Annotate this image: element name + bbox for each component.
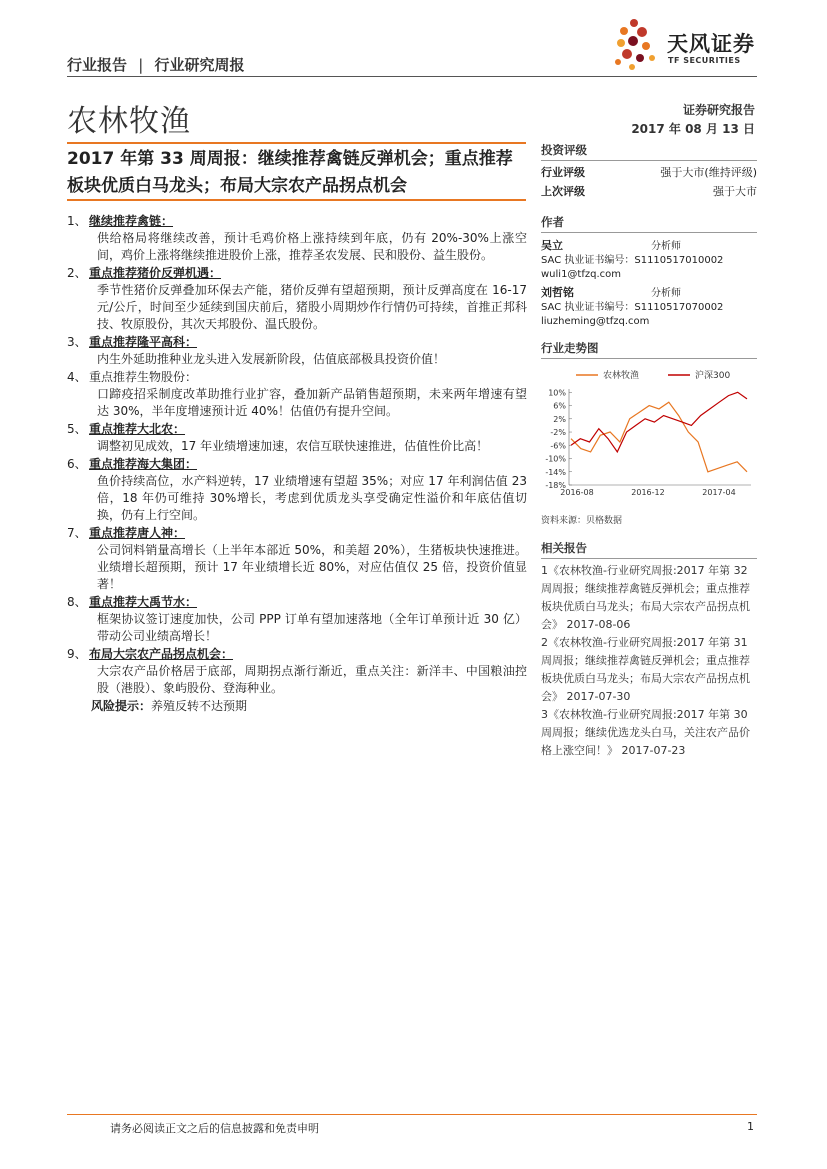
list-item: [67, 525, 527, 593]
y-tick-label: -6%: [550, 441, 566, 451]
related-report[interactable]: 2《农林牧渔-行业研究周报:2017 年第 31 周周报；继续推荐禽链反弹机会；重点推荐板块优质白马龙头；布局大宗农产品拐点机会》 2017-07-30: [541, 636, 750, 703]
list-item: [67, 265, 527, 333]
trend-block: [541, 340, 757, 359]
item-heading: 布局大宗农产品拐点机会：: [89, 647, 234, 661]
title-top-rule: [67, 142, 526, 144]
y-tick-label: 10%: [548, 388, 566, 398]
footer-rule: [67, 1114, 757, 1115]
y-tick-label: -14%: [545, 467, 566, 477]
item-heading: 重点推荐海大集团：: [89, 457, 198, 471]
x-tick-label: 2016-12: [631, 488, 665, 497]
list-item: [67, 594, 527, 645]
x-tick-label: 2017-04: [702, 488, 736, 497]
item-text: 内生外延助推种业龙头进入发展新阶段，估值底部极具投资价值！: [97, 352, 446, 366]
y-tick-label: 6%: [553, 401, 566, 411]
item-text: 供给格局将继续改善，预计毛鸡价格上涨持续到年底，仍有 20%-30%上涨空间，鸡价上涨将继续推进股价上涨，推荐圣农发展、民和股份、益生股份。: [97, 231, 527, 262]
list-item: [67, 421, 527, 455]
item-heading: 重点推荐生物股份：: [89, 370, 198, 384]
disclaimer-notice: 请务必阅读正文之后的信息披露和免责申明: [110, 1122, 319, 1135]
list-item: [67, 646, 527, 697]
item-text: 框架协议签订速度加快，公司 PPP 订单有望加速落地（全年订单预计近 30 亿）带动公司业绩高增长！: [97, 612, 527, 643]
rating-row: 行业评级 强于大市(维持评级): [541, 166, 757, 179]
rating-block: [541, 142, 757, 201]
sector-title: 农林牧渔: [67, 104, 191, 139]
item-heading: 重点推荐隆平高科：: [89, 335, 198, 349]
doc-type: 证券研究报告: [682, 103, 755, 117]
logo-subtext: TF SECURITIES: [668, 56, 741, 65]
item-heading: 重点推荐大禹节水：: [89, 595, 198, 609]
item-number: 4、: [67, 370, 87, 384]
item-number: 2、: [67, 266, 87, 280]
risk-label: 风险提示：: [91, 699, 152, 713]
item-text: 季节性猪价反弹叠加环保去产能，猪价反弹有望超预期，预计反弹高度在 16-17 元/公斤，时间至少延续到国庆前后，猪股小周期炒作行情仍可持续，首推正邦科技、牧原股份，其次天邦股份、温氏股份。: [97, 283, 527, 331]
item-number: 7、: [67, 526, 87, 540]
item-text: 大宗农产品价格居于底部，周期拐点渐行渐近，重点关注：新洋丰、中国粮油控股（港股）、象屿股份、登海种业。: [97, 664, 527, 695]
legend-label: 沪深300: [695, 371, 731, 381]
analyst-entry: 刘哲铭 分析师 SAC 执业证书编号：S1110517070002 liuzheming@tfzq.com: [541, 286, 724, 327]
item-number: 9、: [67, 647, 87, 661]
y-tick-label: -18%: [545, 481, 566, 490]
report-body: [67, 213, 527, 715]
x-tick-label: 2016-08: [560, 488, 594, 497]
item-number: 8、: [67, 595, 87, 609]
item-number: 1、: [67, 214, 87, 228]
list-item: [67, 334, 527, 368]
related-report[interactable]: 1《农林牧渔-行业研究周报:2017 年第 32 周周报；继续推荐禽链反弹机会；重点推荐板块优质白马龙头；布局大宗农产品拐点机会》 2017-08-06: [541, 564, 750, 631]
legend-label: 农林牧渔: [603, 371, 640, 381]
risk-text: 养殖反转不达预期: [151, 699, 248, 713]
authors-block: [541, 214, 757, 329]
item-text: 鱼价持续高位，水产料逆转，17 业绩增速有望超 35%；对应 17 年利润估值 23 倍，18 年仍可维持 30%增长，考虑到优质龙头享受确定性溢价和年底估值切换，仍有上行空间。: [97, 474, 527, 522]
item-heading: 重点推荐大北农：: [89, 422, 186, 436]
list-item: [67, 456, 527, 524]
series-line: [571, 392, 747, 452]
list-item: [67, 213, 527, 264]
related-block: [541, 540, 757, 760]
item-number: 3、: [67, 335, 87, 349]
item-heading: 重点推荐猪价反弹机遇：: [89, 266, 222, 280]
item-text: 口蹄疫招采制度改革助推行业扩容，叠加新产品销售超预期，未来两年增速有望达 30%，半年度增速预计近 40%！估值仍有提升空间。: [97, 387, 527, 418]
item-number: 5、: [67, 422, 87, 436]
rating-heading: 投资评级: [541, 142, 757, 161]
trend-chart: [541, 367, 757, 502]
authors-heading: 作者: [541, 214, 757, 233]
y-tick-label: -10%: [545, 454, 566, 464]
item-text: 调整初见成效，17 年业绩增速加速，农信互联快速推进，估值性价比高！: [97, 439, 489, 453]
series-line: [571, 402, 747, 472]
report-title: 2017 年第 33 周周报：继续推荐禽链反弹机会；重点推荐板块优质白马龙头；布局大宗农产品拐点机会: [67, 149, 513, 196]
report-date: 2017 年 08 月 13 日: [631, 122, 755, 136]
related-report[interactable]: 3《农林牧渔-行业研究周报:2017 年第 30 周周报；继续优选龙头白马，关注农产品价格上涨空间！》 2017-07-23: [541, 708, 750, 757]
trend-heading: 行业走势图: [541, 340, 757, 359]
risk-note: [67, 698, 527, 715]
rating-row: 上次评级 强于大市: [541, 185, 757, 198]
report-type: 行业报告 | 行业研究周报: [67, 56, 245, 74]
list-item: [67, 369, 527, 420]
item-number: 6、: [67, 457, 87, 471]
item-text: 公司饲料销量高增长（上半年本部近 50%，和美超 20%），生猪板块快速推进。业绩增长超预期，预计 17 年业绩增长近 80%，对应估值仅 25 倍，投资价值显著！: [97, 543, 527, 591]
related-heading: 相关报告: [541, 540, 757, 559]
y-tick-label: -2%: [550, 428, 566, 438]
page-number: 1: [747, 1120, 754, 1133]
y-tick-label: 2%: [553, 414, 566, 424]
analyst-entry: 吴立 分析师 SAC 执业证书编号：S1110517010002 wuli1@tfzq.com: [541, 239, 724, 280]
item-heading: 继续推荐禽链：: [89, 214, 174, 228]
logo-text: 天风证券: [667, 32, 755, 56]
title-bottom-rule: [67, 199, 526, 201]
chart-source: 资料来源：贝格数据: [541, 516, 623, 526]
header-rule: [67, 76, 757, 77]
item-heading: 重点推荐唐人神：: [89, 526, 186, 540]
